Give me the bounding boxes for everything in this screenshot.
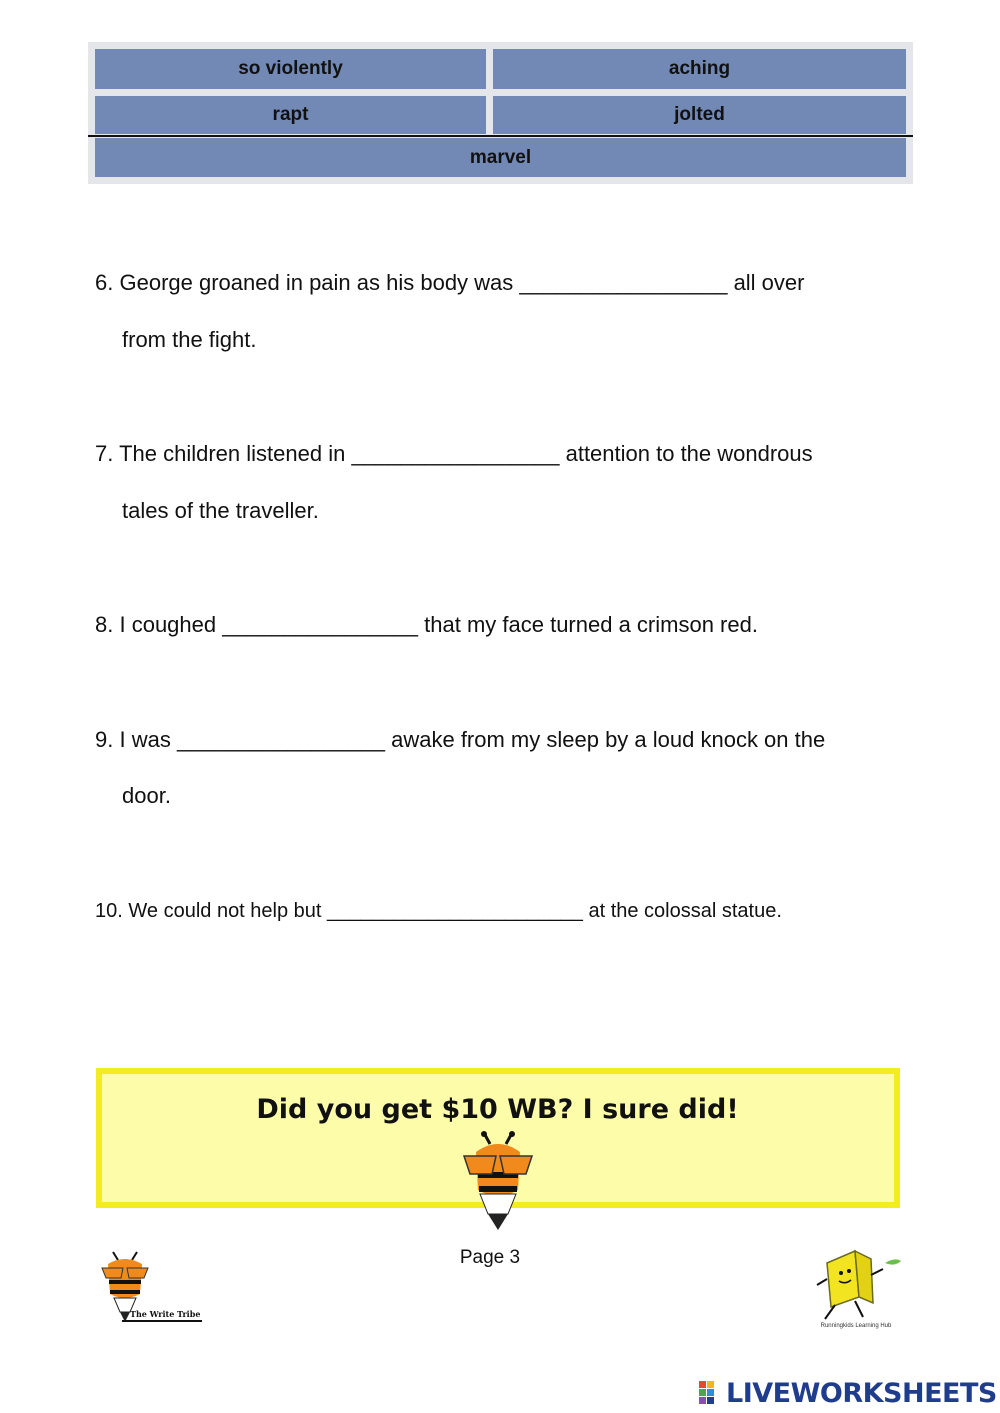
question-text: I was (119, 727, 171, 752)
word-bank-cell: rapt (95, 96, 486, 134)
answer-blank[interactable]: _________________ (351, 441, 560, 466)
table-divider (88, 135, 913, 137)
liveworksheets-text: LIVEWORKSHEETS (726, 1377, 997, 1409)
question-7 (95, 441, 813, 467)
question-6-line2: from the fight. (122, 327, 257, 352)
liveworksheets-icon (698, 1380, 724, 1406)
answer-blank[interactable]: _________________ (176, 727, 385, 752)
word-bank-cell: marvel (95, 138, 906, 177)
question-text: We could not help but (128, 900, 322, 922)
bee-mascot-icon (458, 1130, 538, 1235)
question-number: 10. (95, 900, 123, 922)
question-7-line2: tales of the traveller. (122, 498, 319, 523)
question-9 (95, 727, 825, 753)
question-9-line2: door. (122, 783, 171, 808)
running-book-logo-icon (815, 1245, 905, 1323)
learning-hub-text: Runningkids Learning Hub (820, 1323, 892, 1329)
question-text: awake from my sleep by a loud knock on the (391, 727, 826, 752)
question-number: 6. (95, 270, 114, 295)
write-tribe-text: The Write Tribe (130, 1309, 201, 1319)
liveworksheets-logo (698, 1375, 997, 1411)
answer-blank[interactable]: _______________________ (327, 900, 583, 922)
question-text: attention to the wondrous (565, 441, 813, 466)
question-number: 9. (95, 727, 114, 752)
question-text: I coughed (119, 612, 217, 637)
question-text: George groaned in pain as his body was (119, 270, 514, 295)
page-number: Page 3 (459, 1247, 521, 1268)
logo-underline (122, 1320, 202, 1322)
answer-blank[interactable]: ________________ (222, 612, 419, 637)
banner-text: Did you get $10 WB? I sure did! (256, 1094, 739, 1125)
question-text: The children listened in (119, 441, 346, 466)
question-6 (95, 270, 804, 296)
question-text: at the colossal statue. (588, 900, 782, 922)
word-bank-cell: jolted (493, 96, 906, 134)
question-text: all over (733, 270, 805, 295)
question-number: 8. (95, 612, 114, 637)
word-bank-cell: so violently (95, 49, 486, 89)
question-10 (95, 898, 782, 924)
answer-blank[interactable]: _________________ (519, 270, 728, 295)
question-number: 7. (95, 441, 114, 466)
word-bank-cell: aching (493, 49, 906, 89)
question-8 (95, 612, 758, 638)
question-text: that my face turned a crimson red. (424, 612, 758, 637)
